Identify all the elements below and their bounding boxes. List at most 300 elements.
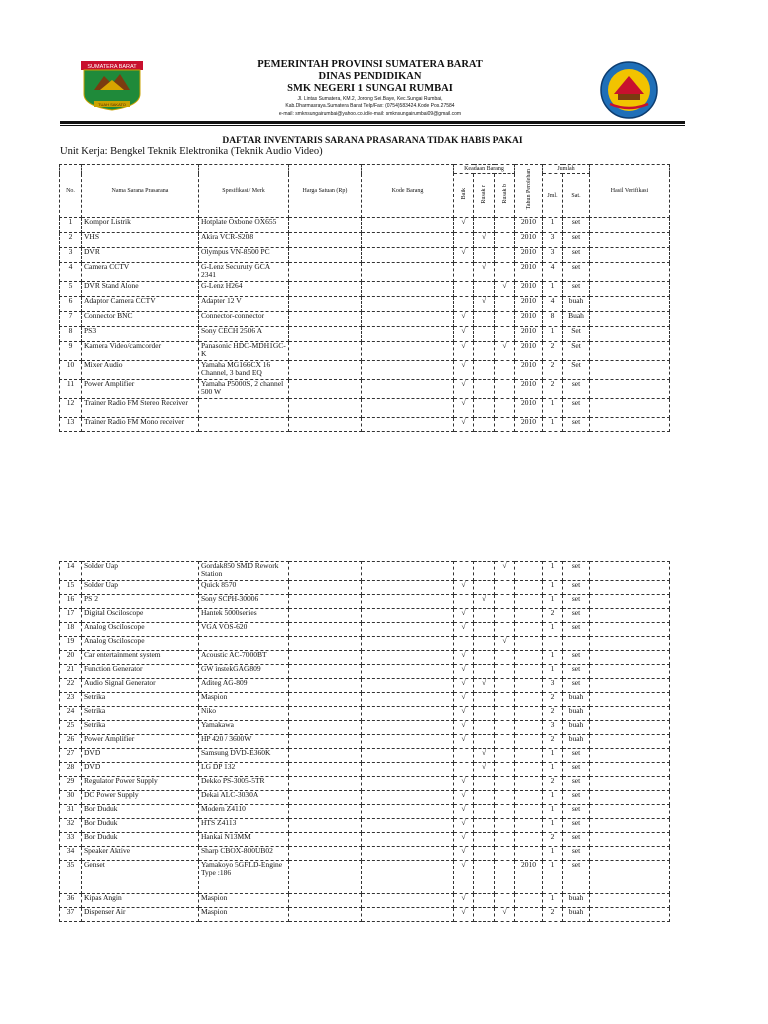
- table-cell: √: [474, 679, 495, 693]
- table-cell: [362, 665, 454, 679]
- table-cell: buah: [563, 297, 590, 312]
- table-cell: set: [563, 282, 590, 297]
- table-cell: [474, 735, 495, 749]
- table-cell: Kompor Listrik: [82, 218, 199, 233]
- table-cell: [289, 327, 362, 342]
- table-cell: set: [563, 623, 590, 637]
- table-cell: [590, 833, 670, 847]
- table-cell: 11: [60, 380, 82, 399]
- table-cell: Solder Uap: [82, 581, 199, 595]
- table-cell: [495, 749, 515, 763]
- table-row: [60, 833, 670, 847]
- table-cell: 3: [543, 233, 563, 248]
- table-cell: [515, 595, 543, 609]
- col-tahun: Tahun Perolehan: [515, 165, 543, 218]
- table-cell: Dekko PS-3005-5TR: [199, 777, 289, 791]
- table-cell: [362, 623, 454, 637]
- table-cell: [362, 312, 454, 327]
- col-keadaan: Keadaan Barang: [454, 165, 515, 174]
- table-cell: PS3: [82, 327, 199, 342]
- table-cell: 1: [543, 819, 563, 833]
- table-cell: set: [563, 665, 590, 679]
- table-row: [60, 312, 670, 327]
- table-cell: [495, 763, 515, 777]
- school-heading: SMK NEGERI 1 SUNGAI RUMBAI: [287, 83, 453, 94]
- table-cell: [362, 749, 454, 763]
- document-title: DAFTAR INVENTARIS SARANA PRASARANA TIDAK HABIS PAKAI: [222, 136, 523, 146]
- table-row: [60, 763, 670, 777]
- table-cell: [495, 847, 515, 861]
- table-cell: Power Amplifier: [82, 735, 199, 749]
- table-row: [60, 297, 670, 312]
- table-cell: [474, 651, 495, 665]
- col-no: No.: [60, 165, 82, 218]
- table-cell: [289, 297, 362, 312]
- table-cell: [590, 218, 670, 233]
- table-cell: Sony SCPH-30006: [199, 595, 289, 609]
- table-cell: [362, 908, 454, 922]
- table-cell: set: [563, 763, 590, 777]
- table-cell: [362, 361, 454, 380]
- table-cell: Yamakawa: [199, 721, 289, 735]
- table-cell: 30: [60, 791, 82, 805]
- table-cell: VGA VOS-620: [199, 623, 289, 637]
- table-cell: Set: [563, 361, 590, 380]
- table-cell: 2010: [515, 380, 543, 399]
- table-cell: [495, 263, 515, 282]
- table-cell: √: [454, 609, 474, 623]
- table-cell: set: [563, 380, 590, 399]
- table-cell: set: [563, 218, 590, 233]
- table-cell: Gordak850 SMD Rework Station: [199, 562, 289, 581]
- table-cell: [289, 637, 362, 651]
- table-cell: 5: [60, 282, 82, 297]
- table-cell: Olympus VN-8500 PC: [199, 248, 289, 263]
- table-cell: [362, 777, 454, 791]
- table-cell: [474, 418, 495, 432]
- table-cell: [289, 623, 362, 637]
- table-cell: 32: [60, 819, 82, 833]
- table-cell: [495, 777, 515, 791]
- table-cell: [515, 581, 543, 595]
- table-cell: Connector BNC: [82, 312, 199, 327]
- table-row: [60, 908, 670, 922]
- table-cell: [454, 749, 474, 763]
- table-cell: [495, 735, 515, 749]
- table-row: [60, 665, 670, 679]
- table-cell: [515, 651, 543, 665]
- table-cell: [495, 651, 515, 665]
- letterhead-rule-thin: [60, 125, 685, 126]
- table-row: [60, 637, 670, 651]
- table-cell: 1: [543, 623, 563, 637]
- table-cell: Power Amplifier: [82, 380, 199, 399]
- table-cell: √: [454, 312, 474, 327]
- table-cell: [474, 861, 495, 894]
- table-cell: [495, 218, 515, 233]
- table-cell: [474, 380, 495, 399]
- table-cell: [289, 651, 362, 665]
- table-cell: set: [563, 819, 590, 833]
- table-row: [60, 248, 670, 263]
- table-cell: 10: [60, 361, 82, 380]
- table-row: [60, 342, 670, 361]
- address-line-1: Jl. Lintas Sumatera, KM.2, Jorong Sei.Baye, Kec.Sungai Rumbai,: [297, 96, 443, 102]
- table-cell: [590, 707, 670, 721]
- table-cell: set: [563, 418, 590, 432]
- table-cell: Set: [563, 342, 590, 361]
- table-cell: [590, 894, 670, 908]
- table-cell: 35: [60, 861, 82, 894]
- table-cell: Setrika: [82, 721, 199, 735]
- col-harga: Harga Satuan (Rp): [289, 165, 362, 218]
- table-cell: [289, 312, 362, 327]
- table-cell: [474, 637, 495, 651]
- table-cell: 3: [543, 679, 563, 693]
- table-row: [60, 679, 670, 693]
- table-cell: Maspion: [199, 908, 289, 922]
- table-cell: √: [454, 380, 474, 399]
- table-cell: [474, 312, 495, 327]
- table-cell: √: [474, 263, 495, 282]
- table-cell: √: [454, 894, 474, 908]
- table-cell: set: [563, 777, 590, 791]
- table-cell: Yamaha P5000S, 2 channel 500 W: [199, 380, 289, 399]
- table-cell: [590, 791, 670, 805]
- table-cell: [495, 805, 515, 819]
- table-cell: 1: [543, 327, 563, 342]
- table-cell: 2: [543, 908, 563, 922]
- table-cell: [495, 623, 515, 637]
- table-cell: √: [454, 248, 474, 263]
- table-cell: 8: [60, 327, 82, 342]
- table-cell: [474, 623, 495, 637]
- table-cell: 1: [543, 282, 563, 297]
- table-cell: buah: [563, 707, 590, 721]
- table-cell: [474, 791, 495, 805]
- table-cell: [289, 218, 362, 233]
- table-cell: [474, 562, 495, 581]
- table-cell: LG DP 132: [199, 763, 289, 777]
- table-cell: 2: [543, 777, 563, 791]
- table-cell: √: [495, 282, 515, 297]
- table-cell: Panasonic HDC-MDH1GC-K: [199, 342, 289, 361]
- table-cell: [362, 297, 454, 312]
- table-cell: [289, 833, 362, 847]
- table-row: [60, 693, 670, 707]
- table-cell: √: [495, 637, 515, 651]
- table-cell: [515, 847, 543, 861]
- table-cell: 1: [543, 749, 563, 763]
- table-cell: [474, 361, 495, 380]
- table-cell: [515, 894, 543, 908]
- table-cell: Sony CECH 2506 A: [199, 327, 289, 342]
- table-row: [60, 562, 670, 581]
- table-cell: 23: [60, 693, 82, 707]
- table-cell: [362, 679, 454, 693]
- table-row: [60, 791, 670, 805]
- table-cell: √: [454, 735, 474, 749]
- table-cell: [362, 805, 454, 819]
- table-cell: 3: [60, 248, 82, 263]
- table-cell: Setrika: [82, 693, 199, 707]
- table-cell: 2010: [515, 218, 543, 233]
- table-cell: [495, 361, 515, 380]
- table-cell: [515, 805, 543, 819]
- table-cell: 1: [543, 763, 563, 777]
- table-cell: Digital Osciloscope: [82, 609, 199, 623]
- table-cell: [362, 721, 454, 735]
- table-cell: [289, 707, 362, 721]
- col-rusak-ringan: Rusak r: [474, 174, 495, 218]
- table-cell: set: [563, 562, 590, 581]
- table-cell: 1: [543, 218, 563, 233]
- table-row: [60, 894, 670, 908]
- table-row: [60, 399, 670, 418]
- table-cell: 17: [60, 609, 82, 623]
- table-cell: Hantek 5000series: [199, 609, 289, 623]
- table-cell: [495, 297, 515, 312]
- table-cell: 25: [60, 721, 82, 735]
- table-cell: √: [454, 418, 474, 432]
- table-cell: [590, 651, 670, 665]
- address-line-2: Kab.Dharmasraya.Sumatera Barat Telp/Fax: (0754)583424.Kode Pos.27584: [285, 103, 455, 109]
- table-cell: G-Lenz Securuty GCA 2341: [199, 263, 289, 282]
- table-cell: Analog Osciloscope: [82, 623, 199, 637]
- table-cell: √: [454, 805, 474, 819]
- table-cell: set: [563, 679, 590, 693]
- table-cell: [495, 248, 515, 263]
- table-cell: [515, 679, 543, 693]
- table-cell: 24: [60, 707, 82, 721]
- table-cell: √: [454, 819, 474, 833]
- table-cell: [362, 218, 454, 233]
- table-cell: Set: [563, 327, 590, 342]
- table-cell: √: [474, 763, 495, 777]
- table-cell: [495, 679, 515, 693]
- table-cell: [495, 399, 515, 418]
- table-cell: [590, 282, 670, 297]
- table-cell: Dekai ALC-3030A: [199, 791, 289, 805]
- table-cell: [590, 763, 670, 777]
- table-cell: Samsung DVD-E360K: [199, 749, 289, 763]
- table-row: [60, 847, 670, 861]
- table-cell: [362, 595, 454, 609]
- table-row: [60, 282, 670, 297]
- table-cell: [590, 595, 670, 609]
- table-cell: [590, 693, 670, 707]
- table-cell: [590, 679, 670, 693]
- table-cell: 1: [543, 894, 563, 908]
- table-cell: [289, 721, 362, 735]
- table-cell: [515, 609, 543, 623]
- table-row: [60, 418, 670, 432]
- table-cell: [590, 609, 670, 623]
- table-row: [60, 233, 670, 248]
- table-cell: 16: [60, 595, 82, 609]
- table-cell: √: [454, 777, 474, 791]
- table-cell: [362, 248, 454, 263]
- table-cell: [515, 763, 543, 777]
- table-row: [60, 721, 670, 735]
- col-sat: Sat.: [563, 174, 590, 218]
- table-cell: [515, 665, 543, 679]
- table-cell: [289, 791, 362, 805]
- table-cell: 2010: [515, 361, 543, 380]
- table-cell: [590, 581, 670, 595]
- table-cell: [495, 327, 515, 342]
- table-cell: [454, 763, 474, 777]
- table-cell: Maspion: [199, 693, 289, 707]
- table-cell: [590, 380, 670, 399]
- table-cell: 1: [543, 665, 563, 679]
- table-cell: 1: [543, 399, 563, 418]
- table-cell: [454, 595, 474, 609]
- table-cell: 21: [60, 665, 82, 679]
- table-cell: [362, 707, 454, 721]
- table-cell: Kipas Angin: [82, 894, 199, 908]
- table-cell: set: [563, 263, 590, 282]
- table-cell: 2010: [515, 263, 543, 282]
- table-cell: DVD: [82, 749, 199, 763]
- table-row: [60, 595, 670, 609]
- table-cell: set: [563, 581, 590, 595]
- table-cell: 22: [60, 679, 82, 693]
- table-cell: set: [563, 833, 590, 847]
- table-cell: [515, 819, 543, 833]
- col-jumlah: Jumlah: [543, 165, 590, 174]
- table-cell: [495, 609, 515, 623]
- table-cell: √: [454, 361, 474, 380]
- table-cell: Buah: [563, 312, 590, 327]
- table-row: [60, 707, 670, 721]
- table-cell: √: [454, 679, 474, 693]
- table-cell: Niko: [199, 707, 289, 721]
- table-cell: [289, 282, 362, 297]
- table-cell: √: [454, 721, 474, 735]
- unit-kerja: Unit Kerja: Bengkel Teknik Elektronika (Teknik Audio Video): [60, 146, 323, 157]
- table-cell: [289, 665, 362, 679]
- table-cell: Maspion: [199, 894, 289, 908]
- table-row: [60, 819, 670, 833]
- table-cell: 6: [60, 297, 82, 312]
- table-cell: [590, 777, 670, 791]
- table-cell: 2: [543, 380, 563, 399]
- table-cell: HP 420 / 3600W: [199, 735, 289, 749]
- table-cell: 2010: [515, 282, 543, 297]
- table-cell: 2: [543, 735, 563, 749]
- table-cell: [474, 908, 495, 922]
- table-cell: [515, 735, 543, 749]
- inventory-table-page-1: [59, 164, 670, 432]
- table-cell: PS 2: [82, 595, 199, 609]
- table-cell: [495, 595, 515, 609]
- table-cell: 29: [60, 777, 82, 791]
- table-cell: 2010: [515, 399, 543, 418]
- table-cell: √: [454, 327, 474, 342]
- table-cell: [515, 749, 543, 763]
- table-cell: Aditeg AG-809: [199, 679, 289, 693]
- table-cell: √: [454, 833, 474, 847]
- table-cell: Genset: [82, 861, 199, 894]
- table-cell: [362, 327, 454, 342]
- table-cell: 28: [60, 763, 82, 777]
- table-cell: [474, 894, 495, 908]
- table-cell: [199, 418, 289, 432]
- table-cell: [289, 380, 362, 399]
- table-cell: [495, 312, 515, 327]
- table-cell: [590, 361, 670, 380]
- table-cell: [289, 595, 362, 609]
- province-heading: PEMERINTAH PROVINSI SUMATERA BARAT: [257, 59, 483, 70]
- table-cell: 2010: [515, 327, 543, 342]
- table-cell: [362, 693, 454, 707]
- table-cell: Quick 8570: [199, 581, 289, 595]
- table-cell: [199, 399, 289, 418]
- table-cell: set: [563, 609, 590, 623]
- table-cell: Regulator Power Supply: [82, 777, 199, 791]
- table-cell: [590, 312, 670, 327]
- table-cell: [474, 693, 495, 707]
- dharmasraya-emblem-logo: [596, 60, 662, 120]
- table-cell: [590, 248, 670, 263]
- table-cell: [495, 665, 515, 679]
- table-cell: [362, 861, 454, 894]
- table-cell: [495, 833, 515, 847]
- table-cell: [289, 693, 362, 707]
- table-cell: Hotplate Oxbone OX655: [199, 218, 289, 233]
- table-cell: [362, 418, 454, 432]
- table-cell: √: [474, 595, 495, 609]
- table-cell: [289, 805, 362, 819]
- table-cell: [289, 763, 362, 777]
- table-cell: 13: [60, 418, 82, 432]
- table-cell: 1: [543, 651, 563, 665]
- table-cell: [590, 665, 670, 679]
- table-cell: 27: [60, 749, 82, 763]
- table-cell: 9: [60, 342, 82, 361]
- table-cell: [590, 749, 670, 763]
- table-row: [60, 777, 670, 791]
- table-cell: Car entertainment system: [82, 651, 199, 665]
- table-cell: [362, 791, 454, 805]
- table-row: [60, 735, 670, 749]
- table-cell: [474, 399, 495, 418]
- table-cell: [495, 418, 515, 432]
- table-cell: 7: [60, 312, 82, 327]
- table-cell: [515, 833, 543, 847]
- table-cell: Bor Duduk: [82, 805, 199, 819]
- table-cell: set: [563, 805, 590, 819]
- table-cell: [590, 847, 670, 861]
- table-cell: set: [563, 861, 590, 894]
- table-cell: Trainer Radio FM Mono receiver: [82, 418, 199, 432]
- table-cell: [474, 847, 495, 861]
- table-cell: [474, 819, 495, 833]
- table-cell: 36: [60, 894, 82, 908]
- table-cell: [495, 693, 515, 707]
- table-row: [60, 380, 670, 399]
- table-cell: [590, 327, 670, 342]
- table-cell: Yamakoyo 5GFLD-Engine Type :186: [199, 861, 289, 894]
- table-cell: [474, 721, 495, 735]
- col-verifikasi: Hasil Verifikasi: [590, 165, 670, 218]
- table-cell: [362, 894, 454, 908]
- table-cell: [362, 763, 454, 777]
- table-cell: 4: [543, 297, 563, 312]
- table-cell: [590, 297, 670, 312]
- table-cell: Mixer Audio: [82, 361, 199, 380]
